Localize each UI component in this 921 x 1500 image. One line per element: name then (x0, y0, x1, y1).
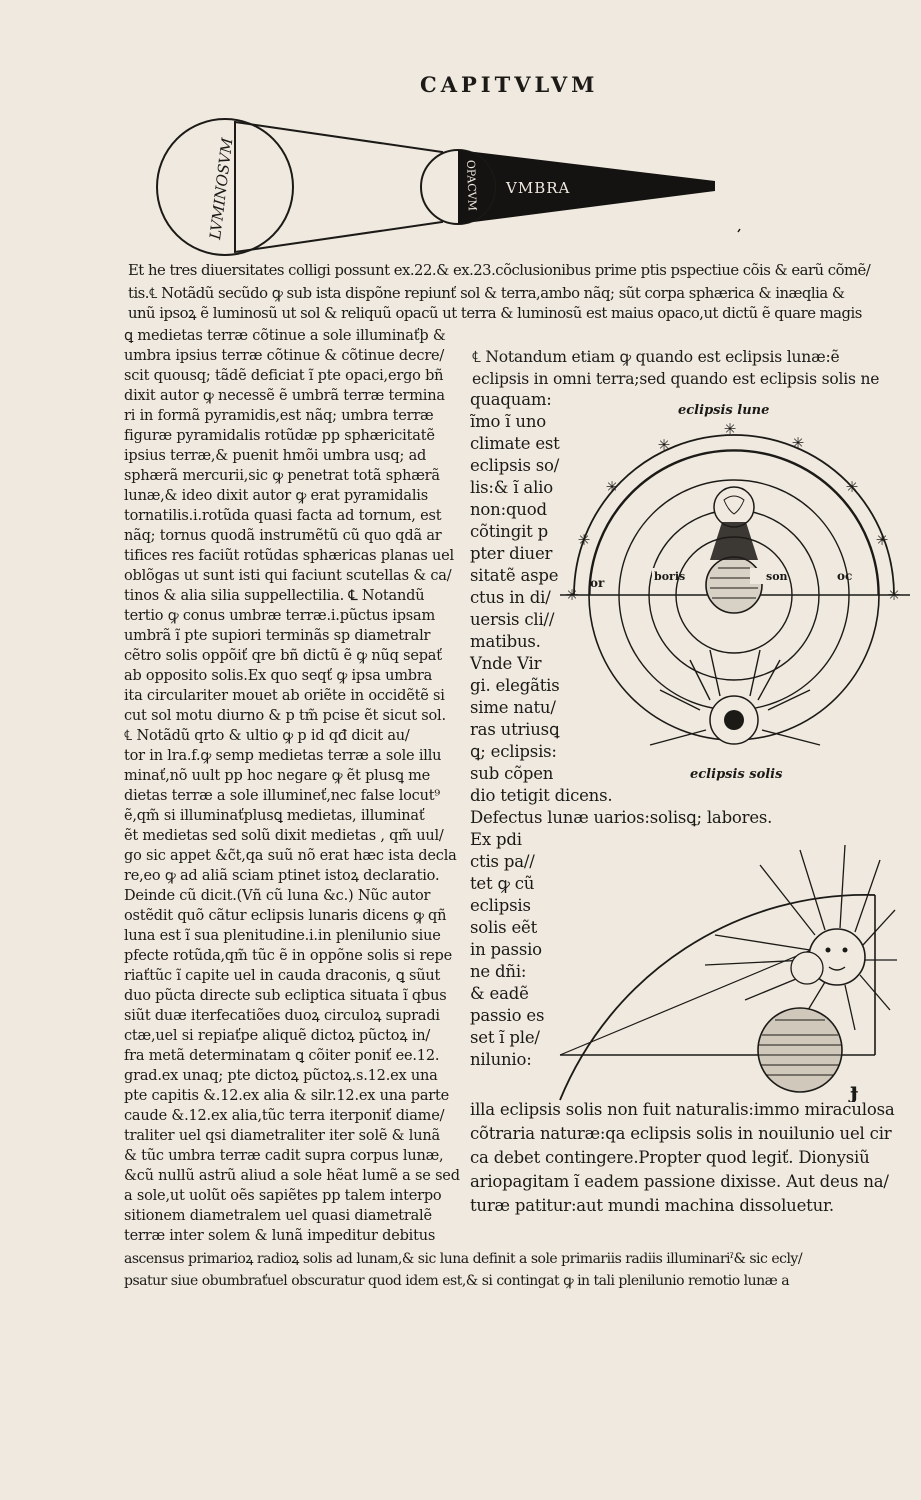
left-line: ẽt medietas sed solũ dixit medietas , qm̃ uul/ (124, 828, 444, 844)
left-line: a sole,ut uolũt oẽs sapiẽtes pp talem interpo (124, 1188, 442, 1204)
right-line: Defectus lunæ uarios:solisꝗ; labores. (470, 808, 773, 827)
eclipse-solis-caption: eclipsis solis (690, 767, 783, 782)
shadow-cone (458, 150, 715, 224)
bottom-line: psatur siue obumbraťuel obscuratur quod idem est,& si contingat ꝙ in tali plenilunio remotio lunæ a (124, 1273, 790, 1289)
left-line: umbra ipsius terræ cõtinue & cõtinue decre/ (124, 348, 445, 364)
right-line: lis:& ĩ alio (470, 478, 553, 497)
left-line: dixit autor ꝙ necessẽ ẽ umbrã terræ termina (124, 388, 445, 404)
right-line: ĩmo ĩ uno (470, 412, 547, 431)
bottom-line: ascensus primarioꝝ radioꝝ solis ad lunam,& sic luna definit a sole primariis radiis illuminariˀ& sic ecly/ (124, 1251, 803, 1267)
left-line: caude &.12.ex alia,tũc terra iterponiť diame/ (124, 1108, 445, 1124)
passion-eclipse-figure (545, 840, 900, 1102)
left-line: ctæ,uel si repiaťpe aliquẽ dictoꝝ pũctoꝝ in/ (124, 1028, 431, 1044)
right-line: eclipsis so/ (470, 456, 560, 475)
left-line: luna est ĩ sua plenitudine.i.in plenilunio siue (124, 928, 441, 944)
right-line: solis eẽt (470, 918, 538, 937)
left-line: tifices res faciũt rotũdas sphæricas planas uel (124, 548, 454, 564)
left-line: riaťtũc ĩ capite uel in cauda draconis, ꝗ sũut (124, 968, 441, 984)
right-line: cõtingit p (470, 522, 548, 541)
right-line: ctus in di/ (470, 588, 551, 607)
earth-circle (706, 557, 762, 613)
left-line: pte capitis &.12.ex alia & silr.12.ex una parte (124, 1088, 450, 1104)
right-line: uersis cli// (470, 610, 555, 629)
left-line: ri in formã pyramidis,est nãq; umbra terræ (124, 408, 434, 424)
left-line: umbrã ĩ pte supiori terminãs sp diametralr (124, 628, 431, 644)
right-line: nilunio: (470, 1050, 532, 1069)
diagram-label-boris: boris (654, 570, 686, 583)
right-line: non:quod (470, 500, 547, 519)
right-line: ℄ Notandum etiam ꝙ quando est eclipsis lunæ:ẽ (472, 348, 840, 366)
right-line: & eadẽ (470, 984, 529, 1003)
right-line: sitatẽ aspe (470, 566, 559, 585)
left-line: tor in lra.f.ꝙ semp medietas terræ a sole illu (124, 748, 442, 764)
left-line: re,eo ꝙ ad aliã sciam ptinet istoꝝ declaratio. (124, 868, 440, 884)
right-line: passio es (470, 1006, 545, 1025)
eclipse-diagram (560, 400, 910, 785)
left-line: sphærã mercurii,sic ꝙ penetrat totã sphærã (124, 468, 440, 484)
left-line: tinos & alia silia suppellectilia. ℄ Notandũ (124, 588, 425, 604)
left-line: cẽtro solis oppõiť qre bñ dictũ ẽ ꝙ nũq sepať (124, 648, 442, 664)
right-line: tet ꝙ cũ (470, 874, 535, 893)
left-line: terræ inter solem & lunã impeditur debitus (124, 1228, 436, 1244)
left-line: ℄ Notãdũ qrto & ultio ꝙ p id qđ dicit au/ (124, 728, 410, 744)
right-line: ꝗ; eclipsis: (470, 742, 557, 761)
svg-text:✳: ✳ (657, 436, 671, 454)
left-line: siũt duæ iterfecatiões duoꝝ circuloꝝ supradi (124, 1008, 440, 1024)
luminosum-label: LVMINOSVM (206, 136, 237, 241)
right-line: ariopagitam ĩ eadem passione dixisse. Aut deus na/ (470, 1172, 889, 1191)
left-line: lunæ,& ideo dixit autor ꝙ erat pyramidalis (124, 488, 428, 504)
left-line: ẽ,qm̃ si illuminaťplusꝗ medietas, illuminať (124, 808, 425, 824)
left-line: grad.ex unaq; pte dictoꝝ pũctoꝝ.s.12.ex una (124, 1068, 438, 1084)
left-line: & tũc umbra terræ cadit supra corpus lunæ, (124, 1148, 444, 1164)
eclipse-lune-caption: eclipsis lune (678, 403, 770, 418)
svg-text:✳: ✳ (723, 420, 737, 438)
moon-circle (714, 487, 754, 527)
diagram-label-son: son (766, 570, 788, 583)
right-line: sime natu/ (470, 698, 556, 717)
diagram-label-oc: oc (837, 569, 853, 583)
left-line: figuræ pyramidalis rotũdæ pp sphæricitatẽ (124, 428, 435, 444)
left-line: cut sol motu diurno & p tm̃ pcise ẽt sicut sol. (124, 708, 446, 724)
svg-text:✳: ✳ (577, 531, 591, 549)
left-line: nãq; tornus quodã instrumẽtũ cũ quo qdã ar (124, 528, 442, 544)
earth-globe (758, 1008, 842, 1092)
left-line: fra metã determinatam ꝗ cõiter poniť ee.12. (124, 1048, 440, 1064)
left-line: minať,nõ uult pp hoc negare ꝙ ẽt plusꝗ me (124, 768, 431, 784)
top-line: Et he tres diuersitates colligi possunt ex.22.& ex.23.cõclusionibus prime ptis pspectiue cõis & earũ cõmẽ/ (128, 262, 871, 279)
right-line: eclipsis (470, 896, 531, 915)
left-line: tornatilis.i.rotũda quasi facta ad tornum, est (124, 508, 442, 524)
right-line: Ex pdi (470, 830, 522, 849)
svg-text:✳: ✳ (845, 478, 859, 496)
svg-text:✳: ✳ (791, 434, 805, 452)
right-line: ca debet contingere.Propter quod legiť. Dionysiũ (470, 1148, 870, 1167)
left-line: sitionem diametralem uel quasi diametralẽ (124, 1208, 432, 1224)
right-line: turæ patitur:aut mundi machina dissoluetur. (470, 1196, 834, 1215)
svg-text:✳: ✳ (875, 531, 889, 549)
right-line: sub cõpen (470, 764, 554, 783)
right-line: matibus. (470, 632, 541, 651)
right-line: in passio (470, 940, 542, 959)
left-line: ꝗ medietas terræ cõtinue a sole illuminaťþ & (124, 328, 446, 344)
diagram-label-or: or (590, 576, 605, 590)
figure-mark: ɟ (850, 1078, 859, 1102)
right-line: illa eclipsis solis non fuit naturalis:immo miraculosa (470, 1100, 895, 1119)
right-line: gi. elegãtis (470, 676, 560, 695)
top-line: tis.℄ Notãdũ secũdo ꝙ sub ista dispõne repiunť sol & terra,ambo nãq; sũt corpa sphærica & inæqlia & (128, 285, 845, 302)
svg-text:✳: ✳ (565, 586, 579, 604)
left-line: ita circulariter mouet ab oriẽte in occidẽtẽ si (124, 688, 445, 704)
left-line: &cũ nullũ astrũ aliud a sole hẽat lumẽ a se sed (124, 1168, 460, 1184)
opacum-label: OPACVM (464, 159, 479, 212)
left-line: pfecte rotũda,qm̃ tũc ẽ in oppõne solis si repe (124, 948, 452, 964)
left-line: scit quousq; tãdẽ deficiat ĩ pte opaci,ergo bñ (124, 368, 444, 384)
umbra-diagram (140, 112, 780, 262)
left-line: duo pũcta directe sub ecliptica situata ĩ qbus (124, 988, 447, 1004)
right-line: Vnde Vir (470, 654, 542, 673)
right-line: ne dñi: (470, 962, 527, 981)
left-line: ab opposito solis.Ex quo seqť ꝙ ipsa umbra (124, 668, 433, 684)
left-line: go sic appet &c̃t,qa suũ nõ erat hæc ista decla (124, 848, 457, 864)
right-line: dio tetigit dicens. (470, 786, 613, 805)
svg-text:✳: ✳ (605, 478, 619, 496)
left-line: traliter uel qsi diametraliter iter solẽ & lunã (124, 1128, 440, 1144)
left-line: dietas terræ a sole illumineť,nec false locut⁹ (124, 788, 440, 804)
right-line: cõtraria naturæ:qa eclipsis solis in nouilunio uel cir (470, 1124, 892, 1143)
left-line: ostẽdit quõ cãtur eclipsis lunaris dicens ꝙ qñ (124, 908, 447, 924)
right-line: eclipsis in omni terra;sed quando est eclipsis solis ne (472, 370, 880, 388)
left-line: Deinde cũ dicit.(Vñ cũ luna &c.) Nũc autor (124, 888, 431, 904)
right-line: set ĩ ple/ (470, 1028, 540, 1047)
right-line: ctis pa// (470, 852, 535, 871)
umbra-label: VMBRA (506, 179, 571, 197)
top-line: unũ ipsoꝝ ẽ luminosũ ut sol & reliquũ opacũ ut terra & luminosũ est maius opaco,ut dictũ ẽ quare magis (128, 305, 862, 322)
left-line: oblõgas ut sunt isti qui faciunt scutellas & ca/ (124, 568, 452, 584)
left-line: ipsius terræ,& puenit hmõi umbra usq; ad (124, 448, 427, 464)
chapter-title: CAPITVLVM (420, 72, 599, 97)
right-line: quaquam: (470, 390, 552, 409)
right-line: pter diuer (470, 544, 553, 563)
right-line: ras utriusꝗ (470, 720, 560, 739)
right-line: climate est (470, 434, 560, 453)
svg-text:✳: ✳ (887, 586, 901, 604)
left-line: tertio ꝙ conus umbræ terræ.i.pũctus ipsam (124, 608, 436, 624)
